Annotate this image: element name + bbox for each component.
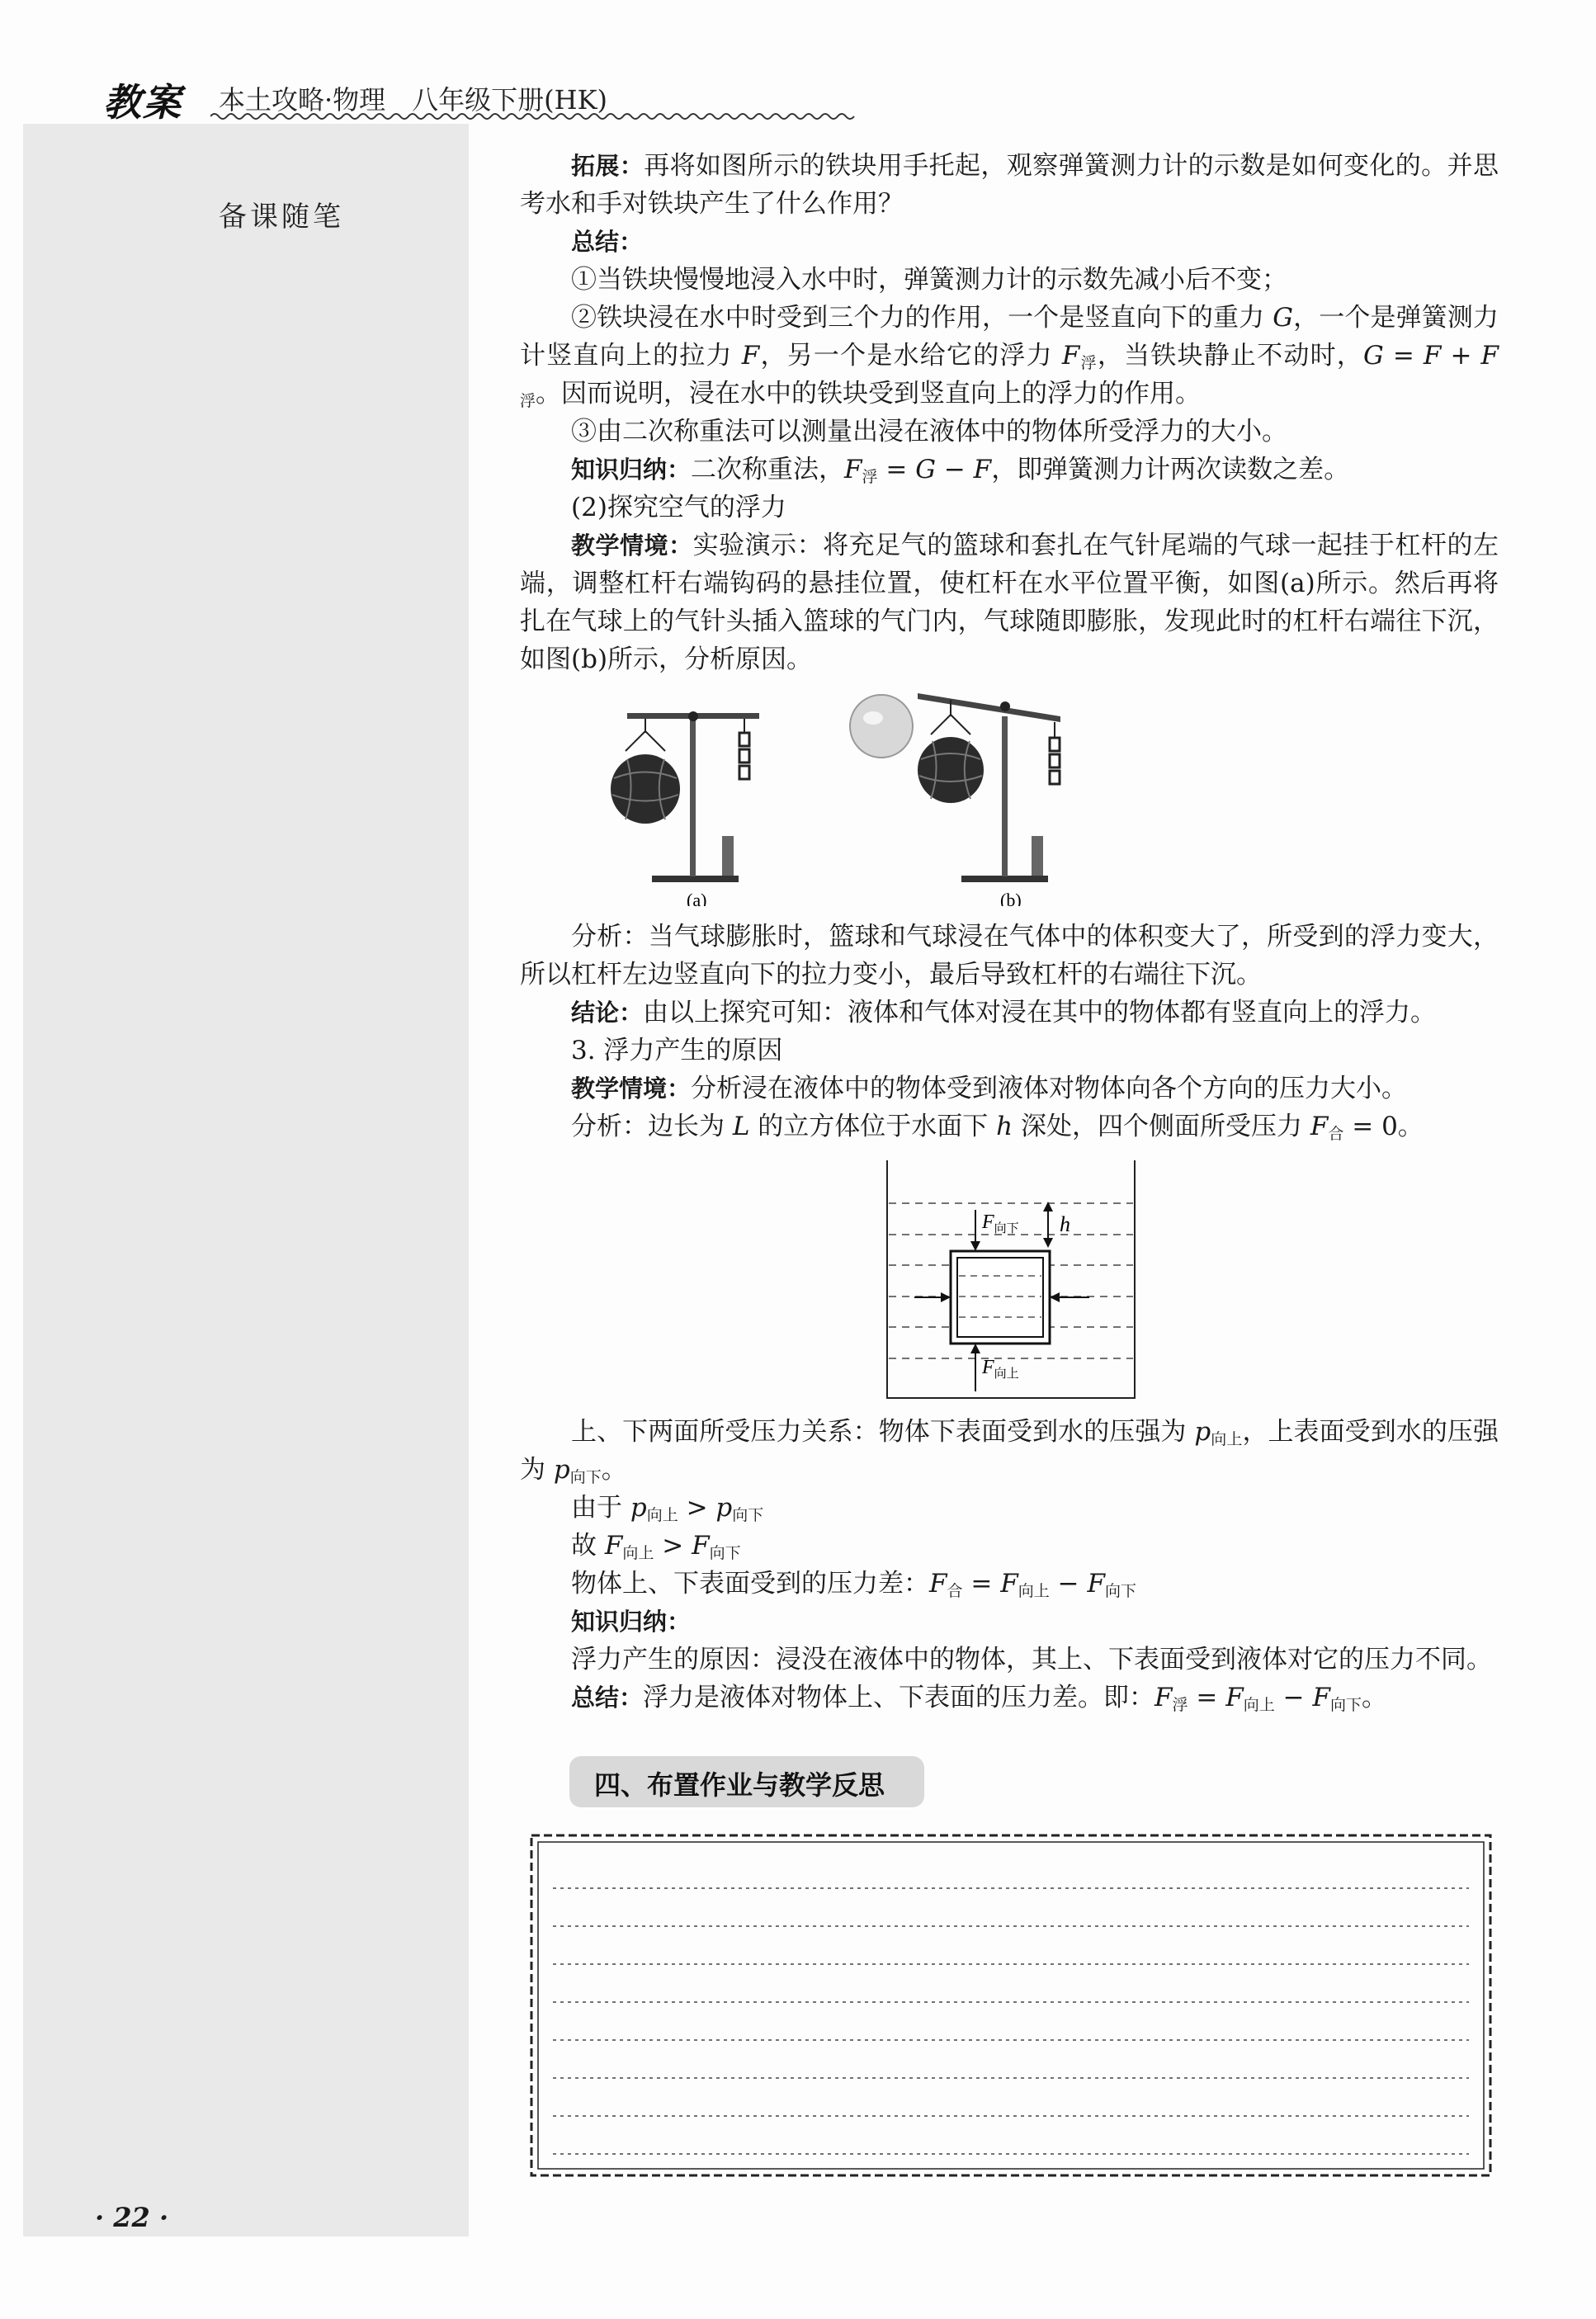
conclusion-1: 结论：由以上探究可知：液体和气体对浸在其中的物体都有竖直向上的浮力。 <box>571 998 1437 1027</box>
figure-a-caption: (a) <box>687 890 707 906</box>
pressure-difference: 物体上、下表面受到的压力差：$F_合 = F_{向上} - F_{向下}$ <box>571 1569 1136 1600</box>
depth-label: h <box>1060 1212 1070 1236</box>
extension-label: 拓展： <box>571 152 645 180</box>
analysis-1: 分析：当气球膨胀时，篮球和气球浸在气体中的体积变大了，所受到的浮力变大，所以杠杆左边竖直向下的拉力变小，最后导致杠杆的右端往下沉。 <box>520 922 1499 989</box>
main-content <box>520 147 1499 1717</box>
summary-point-3: ③由二次称重法可以测量出浸在液体中的物体所受浮力的大小。 <box>571 417 1287 446</box>
homework-notes-box <box>528 1832 1494 2179</box>
summary-heading <box>520 223 1499 261</box>
summary-point-2: ②铁块浸在水中时受到三个力的作用，一个是竖直向下的重力 G，一个是弹簧测力计竖直向上的拉力 F，另一个是水给它的浮力 $F_浮$，当铁块静止不动时，$G = F + F_浮$。因而说明，浸在水中的铁块受到竖直向上的浮力的作用。 <box>520 303 1499 410</box>
pressure-relation-paragraph: 上、下两面所受压力关系：物体下表面受到水的压强为 $p_{向上}$，上表面受到水的压强为 $p_{向下}$。 <box>520 1417 1499 1486</box>
lever-illustration <box>520 683 1499 906</box>
section-title: 四、布置作业与教学反思 <box>594 1769 885 1801</box>
teaching-scenario-2: 教学情境：分析浸在液体中的物体受到液体对物体向各个方向的压力大小。 <box>571 1074 1408 1103</box>
header-wave-line <box>210 111 862 122</box>
cube-in-water-diagram <box>520 1152 1499 1408</box>
force-inequality: 故 $F_{向上} > F_{向下}$ <box>571 1531 741 1562</box>
knowledge-summary-2-heading: 知识归纳： <box>571 1608 692 1636</box>
summary-point-1: ①当铁块慢慢地浸入水中时，弹簧测力计的示数先减小后不变； <box>571 265 1287 295</box>
extension-paragraph <box>520 147 1499 223</box>
page-header <box>103 66 763 124</box>
pressure-inequality: 由于 $p_{向上} > p_{向下}$ <box>571 1493 764 1524</box>
writing-lines <box>553 1888 1469 2154</box>
analysis-2: 分析：边长为 L 的立方体位于水面下 h 深处，四个侧面所受压力 $F_合 = 0$。 <box>571 1112 1424 1143</box>
brand-title: 教案 <box>103 80 182 125</box>
knowledge-summary-2: 浮力产生的原因：浸没在液体中的物体，其上、下表面受到液体对它的压力不同。 <box>571 1645 1492 1674</box>
knowledge-summary-1: 知识归纳：二次称重法，$F_浮 = G - F$，即弹簧测力计两次读数之差。 <box>571 455 1350 486</box>
final-summary: 总结：浮力是液体对物体上、下表面的压力差。即：$F_浮 = F_{向上} - F_{向下}$。 <box>571 1683 1387 1714</box>
teaching-scenario-1: 教学情境：实验演示：将充足气的篮球和套扎在气针尾端的气球一起挂于杠杆的左端，调整杠杆右端钩码的悬挂位置，使杠杆在水平位置平衡，如图(a)所示。然后再将扎在气球上的气针头插入篮球的气门内，气球随即膨胀，发现此时的杠杆右端往下沉，如图(b)所示，分析原因。 <box>520 531 1499 674</box>
cube <box>951 1251 1050 1344</box>
figure-b-caption: (b) <box>1000 890 1022 906</box>
sidebar-label: 备课随笔 <box>219 201 344 234</box>
lever-balloon-figure <box>520 683 1499 906</box>
summary-label: 总结： <box>571 228 644 256</box>
cube-pressure-figure <box>520 1152 1499 1408</box>
sidebar-notes-column <box>23 124 469 2236</box>
page-number: · 22 · <box>95 2202 169 2233</box>
force-up-label: $F_{向上}$ <box>982 1357 1019 1381</box>
extension-text: 再将如图所示的铁块用手托起，观察弹簧测力计的示数是如何变化的。并思考水和手对铁块产生了什么作用？ <box>520 151 1499 219</box>
figure-a-lever <box>611 711 759 882</box>
book-subtitle: 本土攻略·物理 八年级下册(HK) <box>219 84 607 116</box>
section-3-heading: 3. 浮力产生的原因 <box>571 1036 783 1065</box>
figure-b-lever <box>850 693 1060 882</box>
force-down-label: $F_{向下}$ <box>982 1211 1019 1235</box>
subsection-air-buoyancy: (2)探究空气的浮力 <box>571 493 786 522</box>
